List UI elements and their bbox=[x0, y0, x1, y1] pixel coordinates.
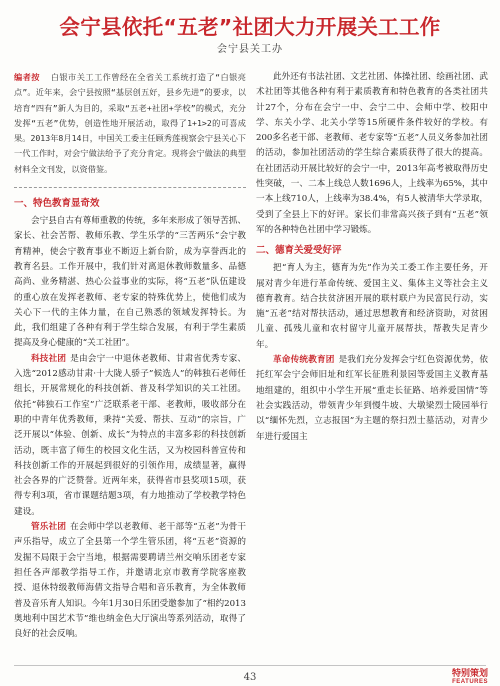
right-column bbox=[256, 70, 488, 445]
tech-club-paragraph bbox=[14, 352, 246, 520]
red-club-label: 革命传统教育团 bbox=[273, 355, 335, 366]
red-club-text: 是我们充分发挥会宁红色资源优势，依托红军会宁会师旧址和红军长征胜利景园等爱国主义教育基地组建的，组织中小学生开展“重走长征路、培养爱国情”等社会实践活动，带领青少年到慢牛坡、大墩梁烈士陵园举行以“缅怀先烈，立志报国”为主题的祭扫烈士墓活动，对青少年进行爱国主 bbox=[256, 355, 488, 442]
tech-club-label: 科技社团 bbox=[31, 353, 67, 364]
brand-label: 特别策划 bbox=[451, 669, 488, 679]
footer-rule bbox=[14, 665, 486, 666]
section-brand bbox=[452, 666, 488, 685]
section-divider bbox=[14, 187, 246, 188]
article-title: 会宁县依托“五老”社团大力开展关工工作 bbox=[59, 15, 441, 39]
tech-club-text: 是由会宁一中退休老教师、甘肃省优秀专家、入选“2012感动甘肃·十大陇人骄子”候选人”的韩独石老师任组长，开展常规化的科技创新、普及科学知识的关工社团。依托“韩独石工作室”广泛联系老干部、老教师，吸收部分在职的中青年优秀教师，秉持“关爱、帮扶、互动”的宗旨，广泛开展以“体验、创新、成长”为特点的丰富多彩的科技创新活动，既丰富了师生的校园文化生活，又为校园科普宣传和科技创新工作的开展起到很好的引领作用，成绩显著，赢得社会各界的广泛赞誉。近两年来，获得省市县奖项15项，获得专利3项，省市课题结题3项，有力地推动了学校教学特色建设。 bbox=[14, 353, 246, 517]
editor-note-text: 白银市关工工作曾经在全省关工系统打造了“白银亮点”。近年来，会宁县按照“基层创五好，县乡先进”的要求，以培育“四有”新人为目的，采取“五老+社团+学校”的模式，充分发挥“五老”优势，创造性地开展活动，取得了1+1>2的可喜成果。2013年8月14日，中国关工委主任顾秀莲视察会宁县关心下一代工作时，对会宁做法给予了充分肯定。现将会宁做法的典型材料全文刊发，以资借鉴。 bbox=[14, 72, 246, 174]
clubs-summary-paragraph: 此外还有书法社团、文艺社团、体操社团、绘画社团、武术社团等其他各种有利于素质教育和特色教育的各类社团共计27个，分布在会宁一中、会宁二中、会师中学、校阳中学、东关小学、北关小学等15所硬件条件较好的学校。有200多名老干部、老教师、老专家等“五老”人员义务参加社团的活动，参加社团活动的学生综合素质获得了很大的提高。在社团活动开展比较好的会宁一中，2013年高考被取得历史性突破，一、二本上线总人数1696人，上线率为65%，其中一本上线710人，上线率为38.4%，有5人被清华大学录取，受到了全县上下的好评。家长们非常高兴孩子到有“五老”领军的各种特色社团中学习锻炼。 bbox=[256, 72, 488, 235]
paragraph: 会宁县自古有尊师重教的传统，多年来形成了领导苦抓、家长、社会苦帮、教师乐教、学生乐学的“三苦两乐”会宁教育精神，使会宁教育事业不断迈上新台阶，成为享誉西北的教育名县。工作开展中，我们针对离退休教师数量多、品德高尚、业务精湛、热心公益事业的实际，将“五老”队伍建设的重心放在发挥老教师、老专家的特殊优势上，使他们成为关心下一代的主体力量，在自己熟悉的领域发挥特长。为此，我们组建了各种有利于学生综合发展，有利于学生素质提高及身心健康的“关工社团”。 bbox=[14, 216, 246, 349]
red-club-paragraph bbox=[256, 353, 488, 445]
music-club-label: 管乐社团 bbox=[31, 522, 67, 533]
article-author: 会宁县关工办 bbox=[217, 44, 283, 55]
left-column bbox=[14, 70, 246, 642]
section-heading-2: 二、德育关爱受好评 bbox=[256, 245, 342, 257]
editor-note bbox=[14, 70, 246, 177]
page-number: 43 bbox=[243, 672, 257, 683]
editor-note-label: 编者按 bbox=[14, 72, 40, 82]
music-club-paragraph bbox=[14, 520, 246, 642]
music-club-text: 在会师中学以老教师、老干部等“五老”为骨干声乐指导，成立了全县第一个学生管乐团，将“五老”资源的发掘不局限于会宁当地，根据需要聘请兰州交响乐团老专家担任各声部教学指导工作，并邀请北京市教育学院客座教授、退休特级教师海倩文指导合唱和音乐教育，为全体教师普及音乐育人知识。今年1月30日乐团受邀参加了“相约2013奥地利中国艺术节”维也纳金色大厅演出等系列活动，取得了良好的社会反响。 bbox=[14, 522, 246, 640]
section-heading-1: 一、特色教育显奇效 bbox=[14, 198, 100, 210]
brand-label-en: FEATURES bbox=[452, 679, 488, 685]
paragraph: 把“育人为主，德育为先”作为关工委工作主要任务，开展对青少年进行革命传统、爱国主义、集体主义等社会主义德育教育。结合扶贫济困开展的联村联户为民富民行动，实施“五老”结对帮扶活动，通过思想教育和经济资助，对贫困儿童、孤残儿童和农村留守儿童开展帮扶，帮教失足青少年。 bbox=[256, 263, 488, 350]
